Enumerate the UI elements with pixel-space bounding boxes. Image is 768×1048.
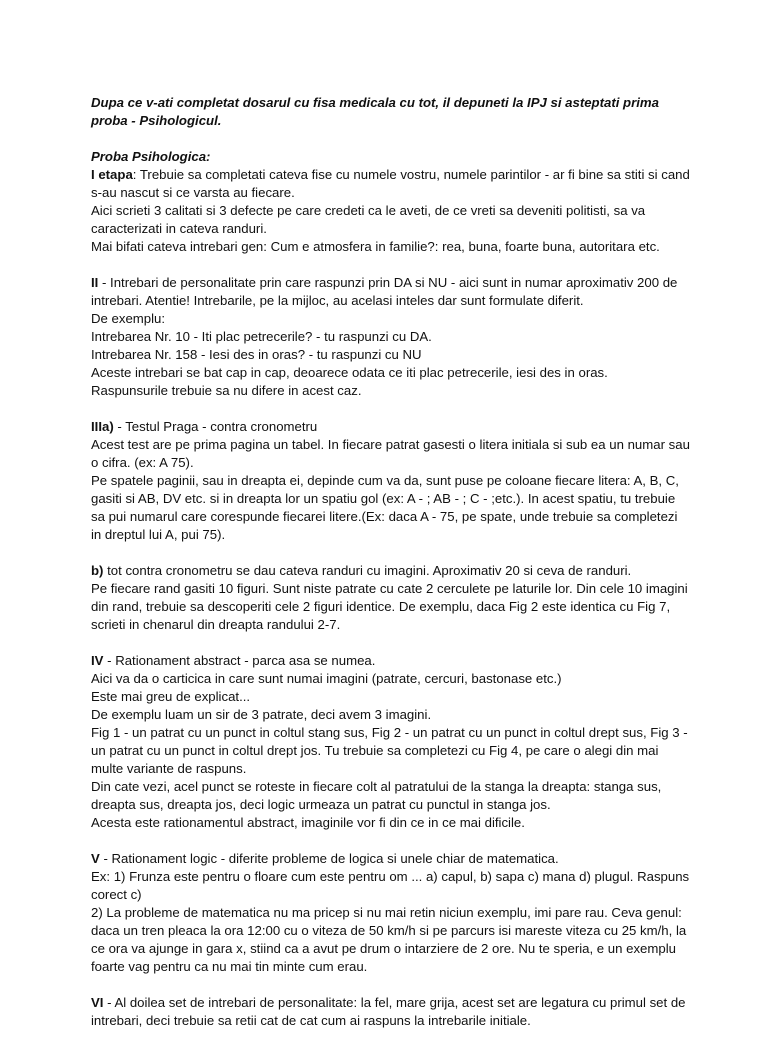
stage-1-text-3: Mai bifati cateva intrebari gen: Cum e atmosfera in familie?: rea, buna, foarte buna, autoritara etc. (91, 239, 660, 254)
stage-6-lead: VI (91, 995, 104, 1010)
stage-3a-text-2: Acest test are pe prima pagina un tabel. In fiecare patrat gasesti o litera initiala si sub ea un numar sau o cifra. (ex: A 75). (91, 437, 690, 470)
stage-4-lead: IV (91, 653, 104, 668)
stage-3b-lead: b) (91, 563, 104, 578)
stage-3b-paragraph (91, 562, 691, 580)
document-page (91, 94, 691, 1048)
stage-4-paragraph (91, 652, 691, 670)
stage-2-text: - Intrebari de personalitate prin care raspunzi prin DA si NU - aici sunt in numar aproximativ 200 de intrebari. Atentie! Intrebarile, pe la mijloc, au acelasi inteles dar sunt formulate diferit. (91, 275, 678, 308)
section-heading: Proba Psihologica: (91, 149, 211, 164)
stage-6-text: - Al doilea set de intrebari de personalitate: la fel, mare grija, acest set are legatura cu primul set de intrebari, deci trebuie sa retii cat de cat cum ai raspuns la intrebarile initiale. (91, 995, 686, 1028)
stage-5-lead: V (91, 851, 100, 866)
stage-2-text-6: Raspunsurile trebuie sa nu difere in acest caz. (91, 383, 362, 398)
stage-3b-text-2: Pe fiecare rand gasiti 10 figuri. Sunt niste patrate cu cate 2 cerculete pe laturile lor. Din cele 10 imagini din rand, trebuie sa descoperiti cele 2 figuri identice. De exemplu, daca Fig 2 este identica cu Fig 7, scrieti in chenarul din dreapta randului 2-7. (91, 581, 688, 632)
stage-4-text-5: Fig 1 - un patrat cu un punct in coltul stang sus, Fig 2 - un patrat cu un punct in coltul drept sus, Fig 3 - un patrat cu un punct in coltul drept jos. Tu trebuie sa completezi cu Fig 4, pe care o alegi din mai multe variante de raspuns. (91, 725, 688, 776)
stage-3a-paragraph (91, 418, 691, 436)
stage-5-text-3: 2) La probleme de matematica nu ma pricep si nu mai retin niciun exemplu, imi pare rau. Ceva genul: daca un tren pleaca la ora 12:00 cu o viteza de 50 km/h si pe parcurs isi mareste viteza cu 25 km/h, la ce ora va ajunge in gara x, stiind ca a avut pe drum o intarziere de 2 ore. Nu te speria, e un exemplu foarte vag pentru ca nu mai tin minte cum erau. (91, 905, 687, 974)
stage-2-text-2: De exemplu: (91, 311, 166, 326)
stage-5-paragraph (91, 850, 691, 868)
stage-2-lead: II (91, 275, 99, 290)
stage-1-text-2: Aici scrieti 3 calitati si 3 defecte pe care credeti ca le aveti, de ce vreti sa deveniti politisti, sa va caracterizati in cateva randuri. (91, 203, 646, 236)
stage-2-text-4: Intrebarea Nr. 158 - Iesi des in oras? - tu raspunzi cu NU (91, 347, 422, 362)
stage-2-text-5: Aceste intrebari se bat cap in cap, deoarece odata ce iti plac petrecerile, iesi des in oras. (91, 365, 608, 380)
section-iiib (91, 562, 691, 634)
section-ii (91, 274, 691, 400)
stage-3a-text-3: Pe spatele paginii, sau in dreapta ei, depinde cum va da, sunt puse pe coloane fiecare litera: A, B, C, gasiti si AB, DV etc. si in dreapta lor un spatiu gol (ex: A - ; AB - ; C - ;etc.). In acest spatiu, tu trebuie sa pui numarul care corespunde fiecarei litere.(Ex: daca A - 75, pe spate, unde trebuie sa completezi in dreptul lui A, pui 75). (91, 473, 679, 542)
stage-1-lead: I etapa (91, 167, 133, 182)
stage-4-text-7: Acesta este rationamentul abstract, imaginile vor fi din ce in ce mai dificile. (91, 815, 525, 830)
section-iiia (91, 418, 691, 544)
intro-paragraph: Dupa ce v-ati completat dosarul cu fisa medicala cu tot, il depuneti la IPJ si asteptati prima proba - Psihologicul. (91, 95, 659, 128)
stage-2-text-3: Intrebarea Nr. 10 - Iti plac petrecerile? - tu raspunzi cu DA. (91, 329, 432, 344)
stage-4-text-3: Este mai greu de explicat... (91, 689, 251, 704)
section-v (91, 850, 691, 976)
stage-3b-text: tot contra cronometru se dau cateva randuri cu imagini. Aproximativ 20 si ceva de randuri. (103, 563, 632, 578)
stage-4-text: - Rationament abstract - parca asa se numea. (103, 653, 376, 668)
stage-1-paragraph (91, 166, 691, 202)
stage-4-text-2: Aici va da o carticica in care sunt numai imagini (patrate, cercuri, bastonase etc.) (91, 671, 562, 686)
section-iv (91, 652, 691, 832)
stage-3a-lead: IIIa) (91, 419, 114, 434)
section-proba-psihologica (91, 148, 691, 256)
stage-4-text-4: De exemplu luam un sir de 3 patrate, deci avem 3 imagini. (91, 707, 432, 722)
stage-1-text: : Trebuie sa completati cateva fise cu numele vostru, numele parintilor - ar fi bine sa stiti si cand s-au nascut si ce varsta au fiecare. (91, 167, 690, 200)
stage-4-text-6: Din cate vezi, acel punct se roteste in fiecare colt al patratului de la stanga la dreapta: stanga sus, dreapta sus, dreapta jos, deci logic urmeaza un patrat cu punctul in stanga jos. (91, 779, 662, 812)
stage-5-text-2: Ex: 1) Frunza este pentru o floare cum este pentru om ... a) capul, b) sapa c) mana d) plugul. Raspuns corect c) (91, 869, 690, 902)
section-vi (91, 994, 691, 1030)
stage-5-text: - Rationament logic - diferite probleme de logica si unele chiar de matematica. (99, 851, 559, 866)
stage-2-paragraph (91, 274, 691, 310)
stage-3a-text: - Testul Praga - contra cronometru (113, 419, 318, 434)
stage-6-paragraph (91, 994, 691, 1030)
